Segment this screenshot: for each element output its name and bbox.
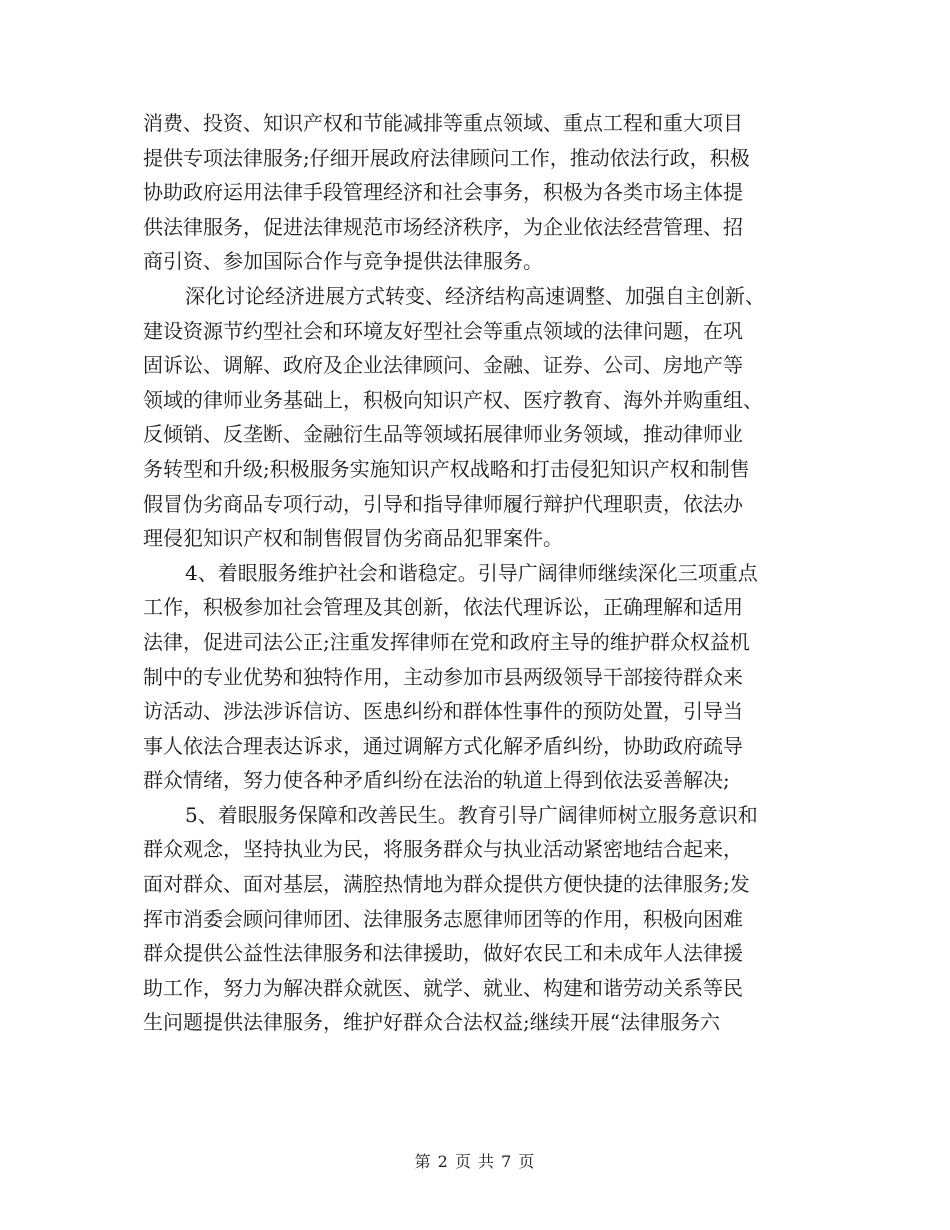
text-line: 法律，促进司法公正;注重发挥律师在党和政府主导的维护群众权益机 [143, 629, 750, 654]
text-line: 挥市消委会顾问律师团、法律服务志愿律师团等的作用，积极向困难 [143, 906, 743, 931]
text-line: 生问题提供法律服务，维护好群众合法权益;继续开展“法律服务六 [143, 1010, 720, 1035]
text-line: 事人依法合理表达诉求，通过调解方式化解矛盾纠纷，协助政府疏导 [143, 733, 743, 758]
text-line: 工作，积极参加社会管理及其创新，依法代理诉讼，正确理解和适用 [143, 595, 743, 620]
text-line: 务转型和升级;积极服务实施知识产权战略和打击侵犯知识产权和制售 [143, 456, 750, 481]
document-body [143, 106, 811, 1040]
text-line: 提供专项法律服务;仔细开展政府法律顾问工作，推动依法行政，积极 [143, 145, 750, 170]
text-line: 假冒伪劣商品专项行动，引导和指导律师履行辩护代理职责，依法办 [143, 491, 743, 516]
text-line: 群众观念，坚持执业为民，将服务群众与执业活动紧密地结合起来， [143, 837, 743, 862]
text-line: 理侵犯知识产权和制售假冒伪劣商品犯罪案件。 [143, 526, 563, 551]
text-line: 反倾销、反垄断、金融衍生品等领域拓展律师业务领域，推动律师业 [143, 422, 743, 447]
text-line: 群众情绪，努力使各种矛盾纠纷在法治的轨道上得到依法妥善解决; [143, 768, 730, 793]
text-line: 供法律服务，促进法律规范市场经济秩序，为企业依法经营管理、招 [143, 214, 743, 239]
paragraph-first-line: 深化讨论经济进展方式转变、经济结构高速调整、加强自主创新、 [185, 283, 765, 308]
text-line: 建设资源节约型社会和环境友好型社会等重点领域的法律问题，在巩 [143, 318, 743, 343]
text-line: 制中的专业优势和独特作用，主动参加市县两级领导干部接待群众来 [143, 664, 743, 689]
text-line: 群众提供公益性法律服务和法律援助，做好农民工和未成年人法律援 [143, 941, 743, 966]
page-number-footer: 第 2 页 共 7 页 [414, 1152, 536, 1171]
text-line: 面对群众、面对基层，满腔热情地为群众提供方便快捷的法律服务;发 [143, 872, 750, 897]
text-line: 助工作，努力为解决群众就医、就学、就业、构建和谐劳动关系等民 [143, 975, 743, 1000]
text-line: 固诉讼、调解、政府及企业法律顾问、金融、证券、公司、房地产等 [143, 353, 743, 378]
text-line: 协助政府运用法律手段管理经济和社会事务，积极为各类市场主体提 [143, 180, 743, 205]
text-line: 领域的律师业务基础上，积极向知识产权、医疗教育、海外并购重组、 [143, 387, 763, 412]
text-line: 访活动、涉法涉诉信访、医患纠纷和群体性事件的预防处置，引导当 [143, 699, 743, 724]
text-line: 商引资、参加国际合作与竞争提供法律服务。 [143, 249, 543, 274]
paragraph-first-line: 5、着眼服务保障和改善民生。教育引导广阔律师树立服务意识和 [185, 802, 758, 827]
paragraph-first-line: 4、着眼服务维护社会和谐稳定。引导广阔律师继续深化三项重点 [185, 560, 758, 585]
text-line: 消费、投资、知识产权和节能减排等重点领域、重点工程和重大项目 [143, 111, 743, 135]
